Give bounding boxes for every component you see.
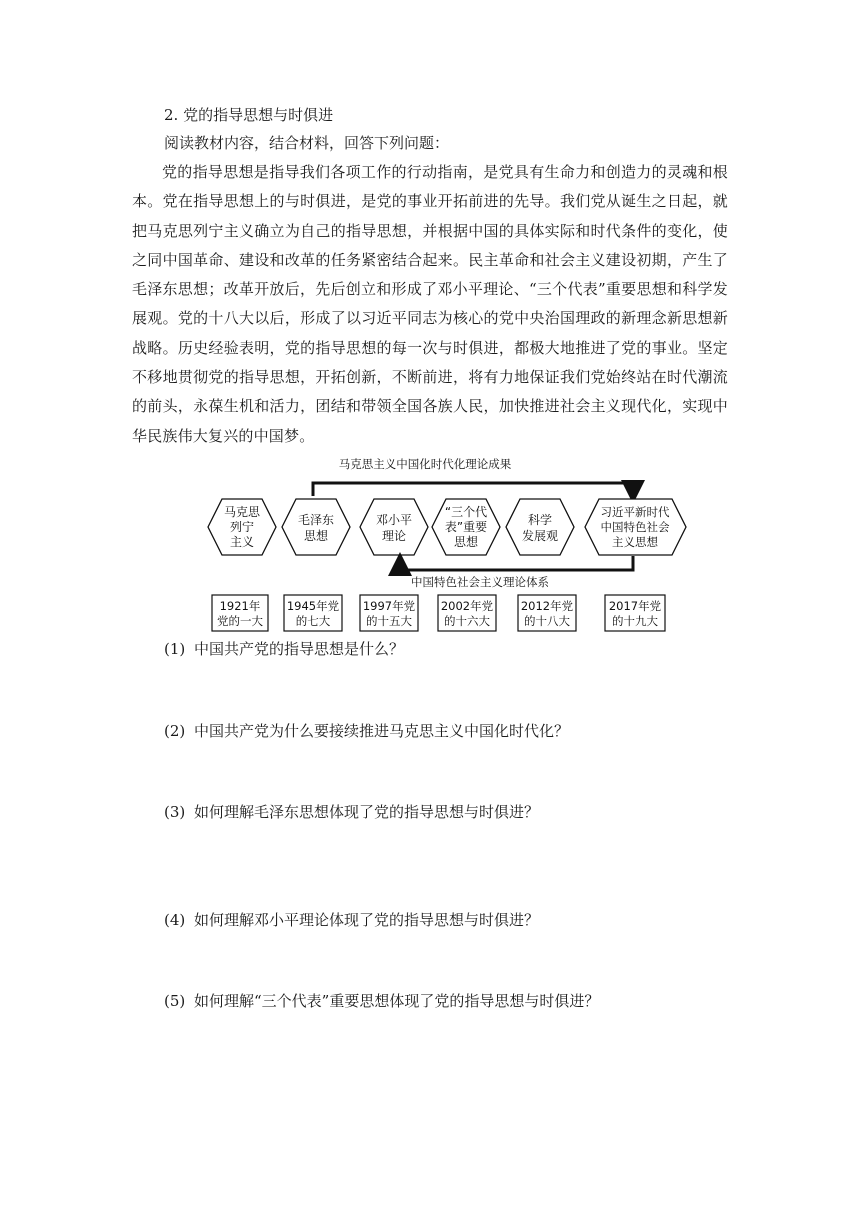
hexagon-line: 习近平新时代 [600,505,670,519]
event-box [212,595,268,631]
event-box [284,595,342,631]
question-text: 如何理解邓小平理论体现了党的指导思想与时俱进？ [194,911,540,929]
event-year: 1997年党 [362,599,416,613]
hexagon-line: 主义思想 [612,535,658,549]
hexagon-xi-jinping-thought [585,499,686,555]
event-box [438,595,496,631]
question-5 [164,990,599,1012]
hexagon-line: 思想 [303,529,329,543]
event-congress: 党的一大 [217,614,263,628]
question-2 [164,720,569,742]
event-congress: 的十九大 [612,614,658,628]
hexagon-row [208,499,686,555]
hexagon-mao-zedong-thought [282,499,350,555]
hexagon-line: 理论 [381,529,407,543]
question-number: (5) [164,992,186,1010]
hexagon-line: 马克思 [223,505,261,519]
theory-diagram [200,452,692,638]
question-number: (1) [164,640,186,658]
question-1 [164,638,404,660]
hexagon-line: 思想 [453,535,479,549]
bottom-arrow [400,556,633,570]
event-row [212,595,665,631]
hexagon-line: 表”重要 [444,520,488,534]
question-text: 如何理解毛泽东思想体现了党的指导思想与时俱进？ [194,803,540,821]
event-congress: 的十六大 [444,614,490,628]
section-heading: 2. 党的指导思想与时俱进 [164,106,334,124]
question-number: (4) [164,911,186,929]
hexagon-line: 毛泽东 [297,513,335,527]
question-3 [164,801,539,823]
hexagon-line: 主义 [229,535,255,549]
instruction-text: 阅读教材内容，结合材料，回答下列问题： [164,134,450,152]
event-year: 1945年党 [286,599,340,613]
event-box [518,595,576,631]
question-number: (3) [164,803,186,821]
event-year: 1921年 [219,599,261,613]
hexagon-deng-xiaoping-theory [360,499,428,555]
reading-passage: 党的指导思想是指导我们各项工作的行动指南，是党具有生命力和创造力的灵魂和根本。党在指导思想上的与时俱进，是党的事业开拓前进的先导。我们党从诞生之日起，就把马克思列宁主义确立为自己的指导思想，并根据中国的具体实际和时代条件的变化，使之同中国革命、建设和改革的任务紧密结合起来。民主革命和社会主义建设初期，产生了毛泽东思想；改革开放后，先后创立和形成了邓小平理论、“三个代表”重要思想和科学发展观。党的十八大以后，形成了以习近平同志为核心的党中央治国理政的新理念新思想新战略。历史经验表明，党的指导思想的每一次与时俱进，都极大地推进了党的事业。坚定不移地贯彻党的指导思想，开拓创新，不断前进，将有力地保证我们党始终站在时代潮流的前头，永葆生机和活力，团结和带领全国各族人民，加快推进社会主义现代化，实现中华民族伟大复兴的中国梦。 [132,163,728,445]
event-congress: 的十五大 [366,614,412,628]
hexagon-line: 列宁 [229,520,255,534]
event-year: 2012年党 [520,599,574,613]
hexagon-line: 邓小平 [375,513,413,527]
event-year: 2002年党 [440,599,494,613]
hexagon-line: 发展观 [521,529,559,543]
event-year: 2017年党 [608,599,662,613]
hexagon-marxism-leninism [208,499,276,555]
hexagon-line: 科学 [527,513,553,527]
hexagon-line: “三个代 [444,505,488,519]
question-text: 中国共产党为什么要接续推进马克思主义中国化时代化？ [194,722,570,740]
event-congress: 的十八大 [524,614,570,628]
question-4 [164,909,539,931]
hexagon-three-represents [432,499,500,555]
hexagon-line: 中国特色社会 [600,520,670,534]
question-number: (2) [164,722,186,740]
question-text: 中国共产党的指导思想是什么？ [194,640,405,658]
hexagon-scientific-outlook [506,499,574,555]
event-congress: 的七大 [295,614,331,628]
event-box [605,595,665,631]
bottom-arrow-label: 中国特色社会主义理论体系 [411,575,549,589]
top-arrow [313,483,633,496]
question-text: 如何理解“三个代表”重要思想体现了党的指导思想与时俱进？ [194,992,600,1010]
top-arrow-label: 马克思主义中国化时代化理论成果 [338,457,512,471]
event-box [360,595,418,631]
